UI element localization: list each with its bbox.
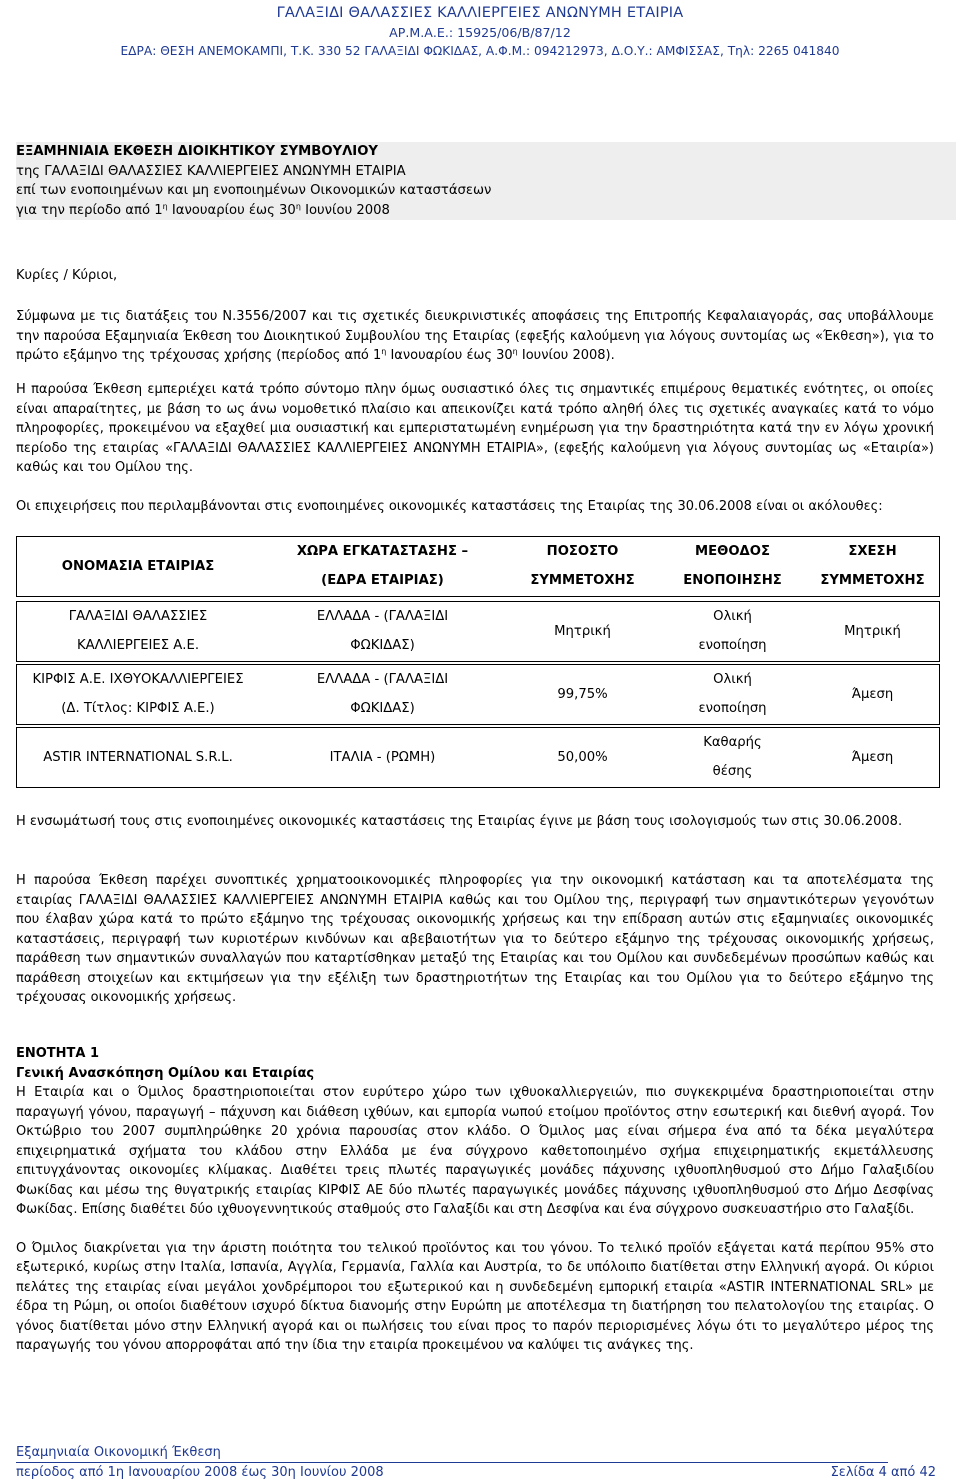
cell-line: ΓΑΛΑΞΙΔΙ ΘΑΛΑΣΣΙΕΣ <box>68 609 208 624</box>
consolidation-basis-paragraph: Η ενσωμάτωσή τους στις ενοποιημένες οικονομικές καταστάσεις της Εταιρίας έγινε με βάση τους ισολογισμούς των στις 30.06.2008. <box>16 814 903 829</box>
cell-country <box>260 602 505 660</box>
cell-line: ΙΤΑΛΙΑ - (ΡΩΜΗ) <box>329 749 436 765</box>
greeting: Κυρίες / Κύριοι, <box>16 268 118 283</box>
table-row-2 <box>16 665 940 723</box>
period-text-a: για την περίοδο από 1 <box>16 202 163 218</box>
table-row <box>16 728 940 786</box>
header-cell-line: ΜΕΘΟΔΟΣ <box>695 544 770 559</box>
period-text-b: Ιανουαρίου έως 30 <box>167 202 296 218</box>
footer-period: περίοδος από 1η Ιανουαρίου 2008 έως 30η Ιουνίου 2008 <box>16 1465 384 1480</box>
cell-line: Άμεση <box>851 686 894 702</box>
document-header <box>0 4 960 61</box>
header-country-col <box>260 537 505 595</box>
cell-line: Μητρική <box>844 623 901 639</box>
scope-paragraph-block <box>16 380 934 478</box>
cell-line: ενοποίηση <box>698 701 767 716</box>
cell-method <box>660 728 805 786</box>
report-scope-line: επί των ενοποιημένων και μη ενοποιημένων Οικονομικών καταστάσεων <box>16 183 492 198</box>
section-subheading: Γενική Ανασκόπηση Ομίλου και Εταιρίας <box>16 1065 315 1081</box>
table-header-row <box>16 537 940 595</box>
header-cell-line: ΕΝΟΠΟΙΗΣΗΣ <box>683 573 782 588</box>
report-title-block <box>16 142 956 220</box>
cell-country <box>260 728 505 786</box>
report-period-line <box>16 201 956 221</box>
table-row <box>16 665 940 723</box>
header-method-col <box>660 537 805 595</box>
cell-line: Ολική <box>713 609 752 624</box>
report-company-line: της ΓΑΛΑΞΙΔΙ ΘΑΛΑΣΣΙΕΣ ΚΑΛΛΙΕΡΓΕΙΕΣ ΑΝΩΝΥΜΗ ΕΤΑΙΡΙΑ <box>16 163 406 179</box>
cell-percentage <box>505 602 660 660</box>
cell-relation <box>805 602 940 660</box>
cell-line: ενοποίηση <box>698 638 767 653</box>
scope-paragraph: Η παρούσα Έκθεση εμπεριέχει κατά τρόπο σύντομο πλην όμως ουσιαστικό όλες τις σημαντικές επιμέρους θεματικές ενότητες, οι οποίες είναι απαραίτητες, με βάση το ως άνω νομοθετικό πλαίσιο και απεικονίζει κατά τρόπο αληθή όλες τις σχετικές αναγκαίες κατά το νόμο πληροφορίες, προκειμένου να εξαχθεί μια ουσιαστική και εμπεριστατωμένη ενημέρωση για την δραστηριότητα κατά την εν λόγω χρονική περίοδο της εταιρίας «ΓΑΛΑΞΙΔΙ ΘΑΛΑΣΣΙΕΣ ΚΑΛΛΙΕΡΓΕΙΕΣ ΑΝΩΝΥΜΗ ΕΤΑΙΡΙΑ», (εφεξής καλούμενη για λόγους συντομίας ως «Εταιρία») καθώς και του Ομίλου της. <box>16 382 934 475</box>
header-cell-line: ΣΥΜΜΕΤΟΧΗΣ <box>530 573 635 588</box>
intro-paragraph-block <box>16 307 934 366</box>
companies-intro-paragraph: Οι επιχειρήσεις που περιλαμβάνονται στις ενοποιημένες οικονομικές καταστάσεις της Εταιρίας της 30.06.2008 είναι οι ακόλουθες: <box>16 499 883 514</box>
cell-relation <box>805 665 940 723</box>
cell-percentage <box>505 728 660 786</box>
period-text-c: Ιουνίου 2008 <box>300 202 390 218</box>
page-footer <box>16 1443 936 1482</box>
cell-line: ASTIR INTERNATIONAL S.R.L. <box>43 749 233 765</box>
header-company-name: ΓΑΛΑΞΙΔΙ ΘΑΛΑΣΣΙΕΣ ΚΑΛΛΙΕΡΓΕΙΕΣ ΑΝΩΝΥΜΗ ΕΤΑΙΡΙΑ <box>276 5 684 21</box>
greeting-block <box>16 266 934 286</box>
cell-line: ΦΩΚΙΔΑΣ) <box>350 701 415 716</box>
intro-sup-2: η <box>512 347 518 356</box>
intro-text-c: Ιουνίου 2008). <box>517 348 615 363</box>
header-cell-line: ΠΟΣΟΣΤΟ <box>546 544 619 559</box>
table-row-1 <box>16 602 940 660</box>
section-heading: ΕΝΟΤΗΤΑ 1 <box>16 1046 100 1061</box>
report-contents-paragraph: Η παρούσα Έκθεση παρέχει συνοπτικές χρηματοοικονομικές πληροφορίες για την οικονομική κατάσταση και τα αποτελέσματα της εταιρίας ΓΑΛΑΞΙΔΙ ΘΑΛΑΣΣΙΕΣ ΚΑΛΛΙΕΡΓΕΙΕΣ ΑΝΩΝΥΜΗ ΕΤΑΙΡΙΑ καθώς και του Ομίλου της, περιγραφή των σημαντικότερων γεγονότων που έλαβαν χώρα κατά το πρώτο εξάμηνο της τρέχουσας οικονομικής χρήσεως και την επίδραση αυτών στις εξαμηνιαίες οικονομικές καταστάσεις, περιγραφή των κυριοτέρων κινδύνων και αβεβαιοτήτων για το δεύτερο εξάμηνο της τρέχουσας οικονομικής χρήσεως, παράθεση των σημαντικών συναλλαγών που καταρτίσθηκαν μεταξύ της Εταιρίας και του Ομίλου και συνδεδεμένων προσώπων καθώς και παράθεση στοιχείων και εκτιμήσεων για την εξέλιξη των δραστηριοτήτων της Εταιρίας και του Ομίλου για το δεύτερο εξάμηνο της τρέχουσας οικονομικής χρήσεως. <box>16 873 934 1005</box>
cell-line: ΚΑΛΛΙΕΡΓΕΙΕΣ Α.Ε. <box>76 638 200 653</box>
intro-paragraph <box>16 307 934 366</box>
cell-line: ΕΛΛΑΔΑ - (ΓΑΛΑΞΙΔΙ <box>316 672 449 687</box>
header-cell-line: ΣΥΜΜΕΤΟΧΗΣ <box>820 573 925 588</box>
header-address: ΕΔΡΑ: ΘΕΣΗ ΑΝΕΜΟΚΑΜΠΙ, Τ.Κ. 330 52 ΓΑΛΑΞΙΔΙ ΦΩΚΙΔΑΣ, Α.Φ.Μ.: 094212973, Δ.Ο.Υ.: ΑΜΦΙΣΣΑΣ, Τηλ: 2265 041840 <box>120 44 840 58</box>
cell-line: (Δ. Τίτλος: ΚΙΡΦΙΣ Α.Ε.) <box>61 701 215 716</box>
section-1 <box>16 1044 934 1356</box>
header-cell-line: (ΕΔΡΑ ΕΤΑΙΡΙΑΣ) <box>321 573 444 588</box>
intro-sup-1: η <box>381 347 387 356</box>
consolidation-basis-block <box>16 812 934 832</box>
cell-company <box>16 728 260 786</box>
table-row-3 <box>16 728 940 786</box>
footer-doc-title: Εξαμηνιαία Οικονομική Έκθεση <box>16 1445 221 1460</box>
header-percentage-col <box>505 537 660 595</box>
cell-line: ΕΛΛΑΔΑ - (ΓΑΛΑΞΙΔΙ <box>316 609 449 624</box>
section-paragraph-2: Ο Όμιλος διακρίνεται για την άριστη ποιότητα του τελικού προϊόντος και του γόνου. Το τελικό προϊόν εξάγεται κατά περίπου 95% στο εξωτερικό, κυρίως στην Ιταλία, Ισπανία, Αγγλία, Γερμανία, Γαλλία και Αυστρία, το δε υπόλοιπο διατίθεται στην Ελληνική αγορά. Οι κύριοι πελάτες της εταιρίας είναι μεγάλοι χονδρέμποροι του εξωτερικού και η συνδεδεμένη εμπορική εταιρία «ASTIR INTERNATIONAL SRL» με έδρα τη Ρώμη, οι οποίοι διαθέτουν ισχυρό δίκτυα διανομής στην Ευρώπη με αποτέλεσμα τη διατήρηση του πελατολογίου της εταιρίας. Ο γόνος διατίθεται μόνο στην Ελληνική αγορά και οι πωλήσεις του είναι προς το παρόν περιορισμένες λόγω ότι το μεγαλύτερο μέρος της παραγωγής του γόνου απορροφάται από την ίδια την εταιρία προκειμένου να καλύψει τις ανάγκες της. <box>16 1240 934 1353</box>
header-cell-line: ΟΝΟΜΑΣΙΑ ΕΤΑΙΡΙΑΣ <box>61 558 215 574</box>
period-sup-2: η <box>295 201 301 211</box>
header-cell-line: ΧΩΡΑ ΕΓΚΑΤΑΣΤΑΣΗΣ – <box>296 544 469 559</box>
cell-method <box>660 665 805 723</box>
cell-method <box>660 602 805 660</box>
period-sup-1: η <box>162 201 168 211</box>
cell-line: Άμεση <box>851 749 894 765</box>
cell-line: ΦΩΚΙΔΑΣ) <box>350 638 415 653</box>
cell-company <box>16 665 260 723</box>
cell-line: θέσης <box>712 764 753 779</box>
companies-intro-block <box>16 497 934 517</box>
cell-line: ΚΙΡΦΙΣ Α.Ε. ΙΧΘΥΟΚΑΛΛΙΕΡΓΕΙΕΣ <box>32 672 244 687</box>
report-contents-block <box>16 871 934 1008</box>
report-title: ΕΞΑΜΗΝΙΑΙΑ ΕΚΘΕΣΗ ΔΙΟΙΚΗΤΙΚΟΥ ΣΥΜΒΟΥΛΙΟΥ <box>16 144 378 159</box>
cell-country <box>260 665 505 723</box>
intro-text-b: Ιανουαρίου έως 30 <box>386 348 513 363</box>
header-registry-number: ΑΡ.Μ.Α.Ε.: 15925/06/Β/87/12 <box>389 25 571 40</box>
footer-page-number: Σελίδα 4 από 42 <box>830 1465 936 1480</box>
footer-row <box>16 1463 936 1482</box>
header-cell-line: ΣΧΕΣΗ <box>848 544 897 559</box>
cell-line: Μητρική <box>554 623 611 639</box>
header-company-name-col <box>16 537 260 595</box>
consolidated-companies-table-header <box>16 537 940 595</box>
header-relation-col <box>805 537 940 595</box>
cell-line: 99,75% <box>557 686 608 702</box>
table-row <box>16 602 940 660</box>
section-paragraph-1: Η Εταιρία και ο Όμιλος δραστηριοποιείται στον ευρύτερο χώρο των ιχθυοκαλλιεργειών, πιο συγκεκριμένα δραστηριοποιείται στην παραγωγή γόνου, παραγωγή – πάχυνση και διάθεση ιχθύων, και εμπορία νωπού ετοίμου προϊόντος στην εσωτερική και διεθνή αγορά. Τον Οκτώβριο του 2007 συμπληρώθηκε 20 χρόνια παρουσίας στον κλάδο. Ο Όμιλος μας είναι σήμερα ένα από τα δέκα μεγαλύτερα επιχειρηματικά σχήματα του κλάδου στην Ελλάδα με ένα σύγχρονο καθετοποιημένο σχήμα επιχειρηματικής εκμετάλλευσης επιτυγχάνοντας οικονομίες κλίμακας. Διαθέτει τρεις πλωτές παραγωγικές μονάδες πάχυνσης ιχθυοπληθυσμού στο Δήμο Γαλαξιδίου Φωκίδας και μέσω της θυγατρικής εταιρίας ΚΙΡΦΙΣ ΑΕ δύο πλωτές παραγωγικές μονάδες πάχυνσης ιχθυοπληθυσμού στο Δήμο Δεσφίνας Φωκίδας. Επίσης διαθέτει δύο ιχθυογεννητικούς σταθμούς στο Γαλαξίδι και στη Δεσφίνα και ένα σύγχρονο συσκευαστήριο στο Γαλαξίδι. <box>16 1085 934 1217</box>
cell-line: Ολική <box>713 672 752 687</box>
cell-percentage <box>505 665 660 723</box>
cell-company <box>16 602 260 660</box>
cell-line: Καθαρής <box>703 735 762 750</box>
intro-text-a: Σύμφωνα με τις διατάξεις του Ν.3556/2007 και τις σχετικές διευκρινιστικές αποφάσεις της Επιτροπής Κεφαλαιαγοράς, σας υποβάλλουμε την παρούσα Εξαμηνιαία Έκθεση του Διοικητικού Συμβουλίου της Εταιρίας (εφεξής καλούμενη για λόγους συντομίας ως «Έκθεση»), για το πρώτο εξάμηνο της τρέχουσας χρήσης (περίοδος από 1 <box>16 309 934 363</box>
cell-line: 50,00% <box>557 749 608 765</box>
cell-relation <box>805 728 940 786</box>
